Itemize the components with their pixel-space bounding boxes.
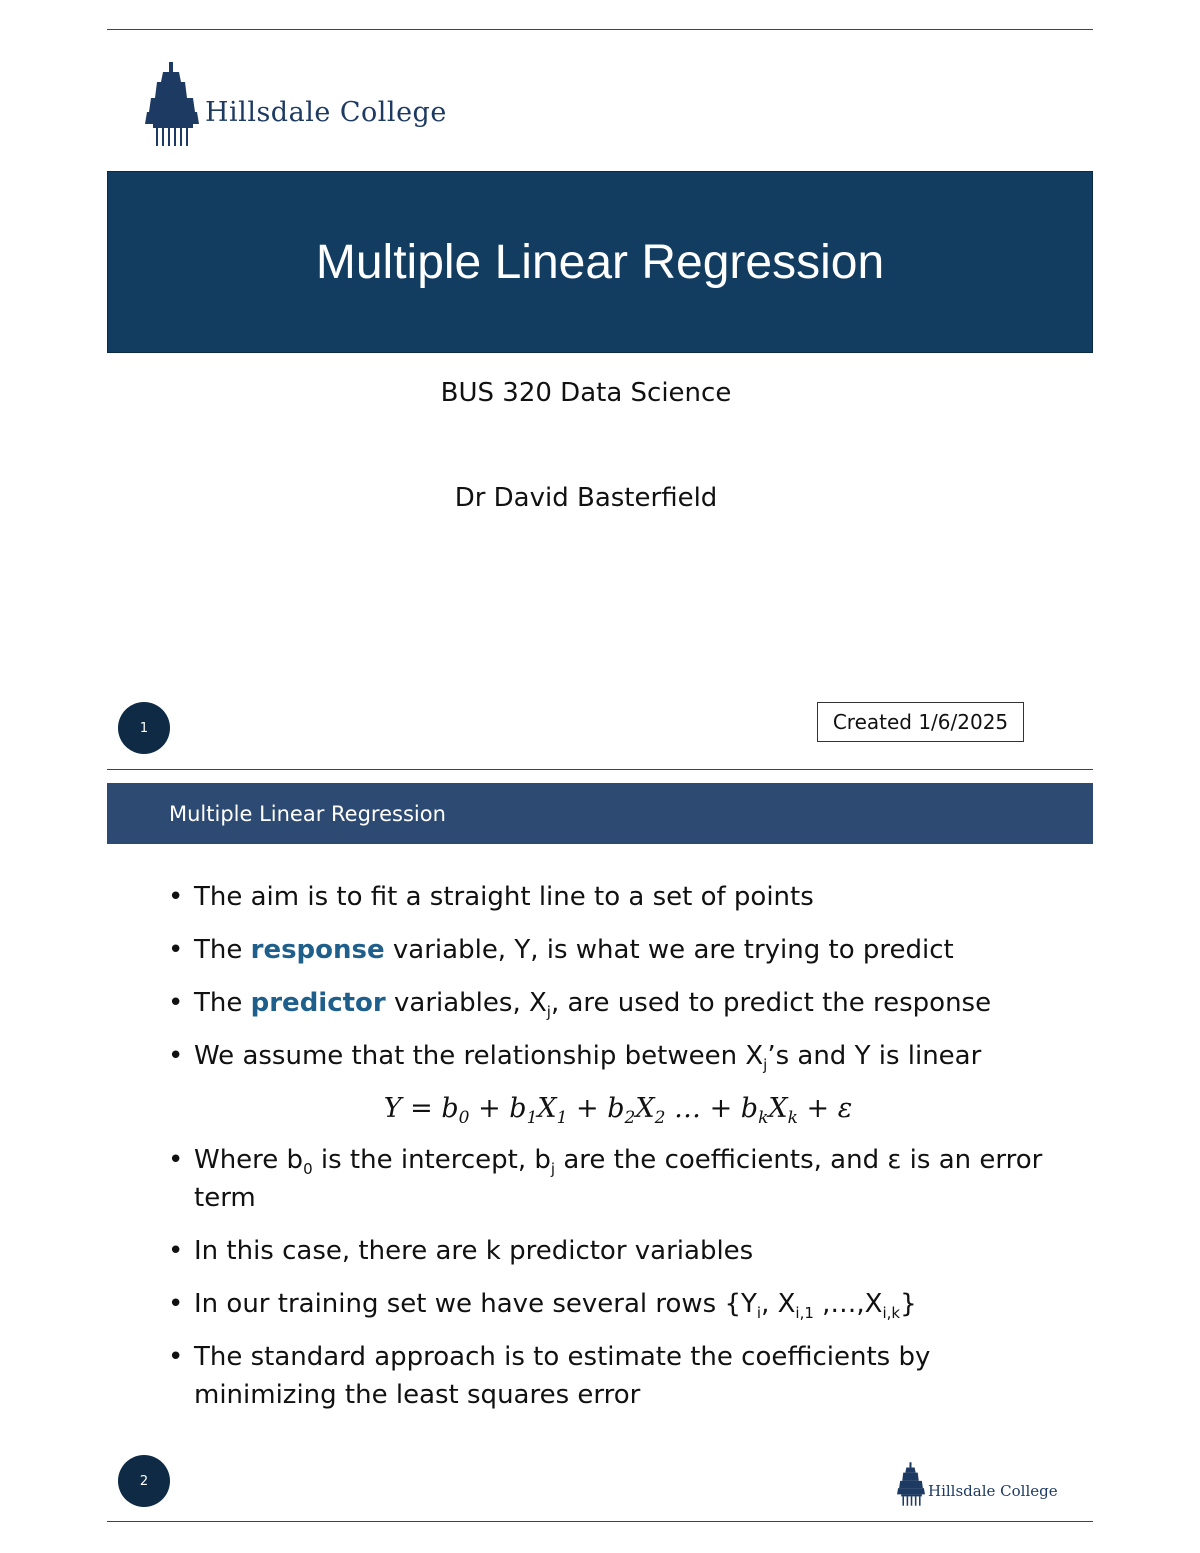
keyword-predictor: predictor xyxy=(250,988,386,1018)
logo-wordmark: Hillsdale College xyxy=(928,1482,1058,1500)
author-name: Dr David Basterfield xyxy=(454,483,718,513)
logo-wordmark: Hillsdale College xyxy=(205,96,447,128)
page-number-badge: 2 xyxy=(118,1455,170,1507)
title-banner xyxy=(107,171,1093,353)
slide-title: Multiple Linear Regression xyxy=(315,235,885,289)
bullet-item: • Where $b_0$ is the intercept, $b_j$ are the coefficients, and ε is an error term xyxy=(168,1141,1068,1217)
hillsdale-logo-small xyxy=(896,1458,1058,1510)
slide-divider xyxy=(107,769,1093,770)
course-subtitle: BUS 320 Data Science xyxy=(440,378,732,408)
keyword-response: response xyxy=(250,935,385,965)
bullet-item: • The standard approach is to estimate the coefficients by minimizing the least squares error xyxy=(168,1338,1068,1414)
hillsdale-logo xyxy=(143,60,447,148)
bullet-item: • The response variable, Y, is what we are trying to predict xyxy=(168,931,1068,969)
bullet-item: • We assume that the relationship between $X_j’s$ and Y is linear xyxy=(168,1037,1068,1075)
created-date-box: Created 1/6/2025 xyxy=(817,702,1024,742)
section-header-title: Multiple Linear Regression xyxy=(169,801,446,826)
regression-equation: $Y = b_0 + b_1X_1 + b_2X_2$ … + $b_kX_k + \varepsilon$ xyxy=(383,1093,853,1128)
bullet-item: • The aim is to fit a straight line to a set of points xyxy=(168,878,1068,916)
section-header-bar xyxy=(107,783,1093,844)
bullet-item: • The predictor variables, $X_j$, are used to predict the response xyxy=(168,984,1068,1022)
hillsdale-dome-icon xyxy=(896,1458,926,1510)
page-number-badge: 1 xyxy=(118,702,170,754)
top-divider xyxy=(107,29,1093,30)
hillsdale-dome-icon xyxy=(143,60,201,148)
bullet-item: • In our training set we have several rows {$Y_i$, $X_{i,1}$ $,\dots,X_{i,k}$} xyxy=(168,1285,1068,1323)
bullet-list xyxy=(168,878,1068,1429)
bottom-divider xyxy=(107,1521,1093,1522)
bullet-item: • In this case, there are k predictor variables xyxy=(168,1232,1068,1270)
